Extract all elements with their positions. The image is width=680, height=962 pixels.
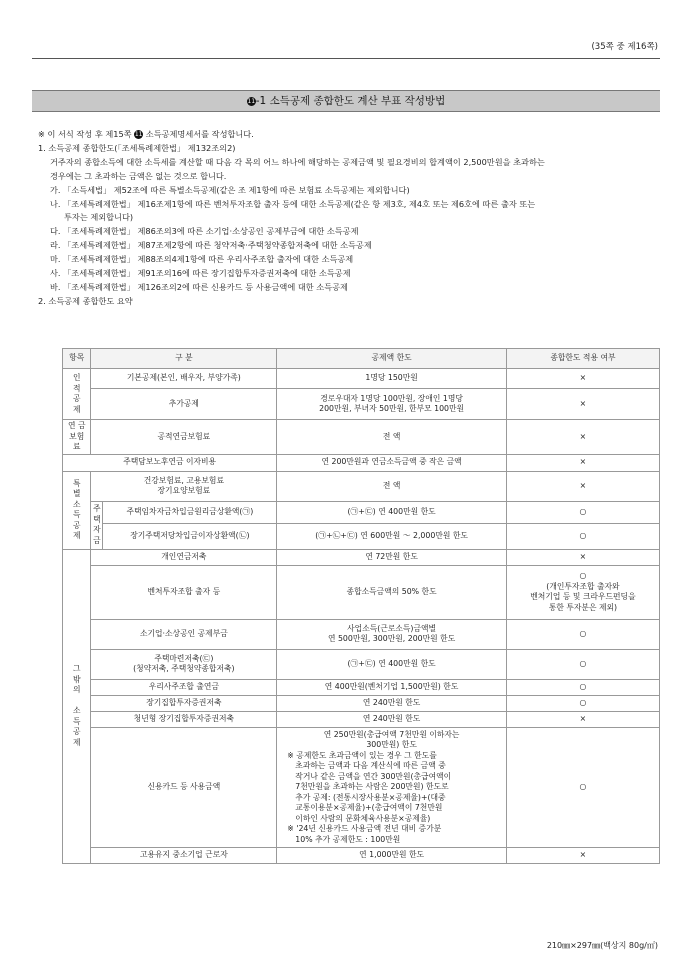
apply-mark: ○ — [506, 695, 659, 711]
header-item: 항목 — [63, 349, 91, 369]
table-row — [63, 649, 660, 679]
apply-mark: ○ — [506, 523, 659, 549]
table-row — [63, 369, 660, 389]
apply-note-line: (개인투자조합 출자와 — [546, 581, 620, 591]
sub-item-ma: 마. 「조세특례제한법」 제88조의4제1항에 따른 우리사주조합 출자에 대한 소득공제 — [50, 254, 354, 265]
sub-item-ba: 바. 「조세특례제한법」 제126조의2에 따른 신용카드 등 사용금액에 대한 소득공제 — [50, 281, 348, 292]
row-limit — [277, 619, 507, 649]
top-rule — [32, 58, 660, 59]
table-header-row — [63, 349, 660, 369]
sub-item-ga: 가. 「소득세법」 제52조에 따른 특별소득공제(같은 조 제1항에 따른 보험료 소득공제는 제외합니다) — [50, 184, 410, 195]
number-badge: 11 — [134, 131, 143, 138]
page-indicator: (35쪽 중 제16쪽) — [591, 42, 658, 52]
table-row — [63, 549, 660, 565]
row-limit-line: 이하인 사람의 문화체육사용분×공제율) — [295, 813, 431, 823]
note-suffix: 소득공제명세서를 작성합니다. — [145, 129, 254, 139]
item-1: 1. 소득공제 종합한도(「조세특례제한법」 제132조의2) — [38, 142, 236, 153]
row-limit: 연 240만원 한도 — [277, 695, 507, 711]
note-prefix: ※ 이 서식 작성 후 제15쪽 — [38, 129, 132, 139]
apply-mark: ○ — [506, 501, 659, 523]
row-name-line: 건강보험료, 고용보험료 — [143, 475, 224, 485]
row-limit: (㉠+㉢) 연 400만원 한도 — [277, 501, 507, 523]
row-limit: (㉠+㉢) 연 400만원 한도 — [277, 649, 507, 679]
summary-table — [62, 348, 660, 864]
row-limit-line: 사업소득(근로소득)금액별 — [347, 623, 437, 633]
apply-mark: × — [506, 471, 659, 501]
table-row — [63, 420, 660, 455]
row-name: 공적연금보험료 — [91, 420, 277, 455]
item-1-desc-line1: 거주자의 종합소득에 대한 소득세를 계산할 때 다음 각 목의 어느 하나에 해당하는 공제금액 및 필요경비의 합계액이 2,500만원을 초과하는 — [50, 156, 545, 167]
row-name: 주택담보노후연금 이자비용 — [63, 454, 277, 471]
row-limit: (㉠+㉡+㉢) 연 600만원 ～ 2,000만원 한도 — [277, 523, 507, 549]
row-limit — [277, 389, 507, 420]
table-row — [63, 501, 660, 523]
row-limit: 종합소득금액의 50% 한도 — [277, 565, 507, 619]
row-limit — [277, 727, 507, 848]
group-pension: 연 금 보험료 — [63, 420, 91, 455]
apply-cell — [506, 565, 659, 619]
sub-item-ra: 라. 「조세특례제한법」 제87조제2항에 따른 청약저축·주택청약종합저축에 대한 소득공제 — [50, 240, 372, 251]
sub-item-na-line1: 나. 「조세특례제한법」 제16조제1항에 따른 벤처투자조합 출자 등에 대한 소득공제(같은 항 제3호, 제4호 또는 제6호에 따른 출자 또는 — [50, 198, 536, 209]
row-name: 주택임차자금차입금원리금상환액(㉠) — [103, 501, 277, 523]
intro-note — [38, 128, 660, 142]
section-title — [32, 90, 660, 112]
apply-mark: × — [506, 454, 659, 471]
apply-mark: × — [506, 549, 659, 565]
table-row — [63, 454, 660, 471]
row-name: 장기주택저당차입금이자상환액(㉡) — [103, 523, 277, 549]
row-name: 벤처투자조합 출자 등 — [91, 565, 277, 619]
row-limit-line: 연 500만원, 300만원, 200만원 한도 — [327, 634, 456, 643]
row-name: 개인연금저축 — [91, 549, 277, 565]
apply-mark: × — [506, 389, 659, 420]
header-apply: 종합한도 적용 여부 — [506, 349, 659, 369]
group-housing: 주 택 자 금 — [91, 501, 103, 549]
row-limit-line: 200만원, 부녀자 50만원, 한부모 100만원 — [319, 404, 465, 413]
row-name — [91, 471, 277, 501]
table-row — [63, 471, 660, 501]
header-category: 구 분 — [91, 349, 277, 369]
row-name: 청년형 장기집합투자증권저축 — [91, 711, 277, 727]
table-row — [63, 523, 660, 549]
row-name-line: (청약저축, 주택청약종합저축) — [133, 664, 235, 673]
number-badge: 11 — [247, 97, 256, 105]
row-name: 기본공제(본인, 배우자, 부양가족) — [91, 369, 277, 389]
row-limit-line: 300만원) 한도 — [366, 740, 417, 749]
row-limit-line: 작거나 같은 금액을 연간 300만원(총급여액이 — [295, 771, 452, 781]
row-limit: 연 400만원(벤처기업 1,500만원) 한도 — [277, 679, 507, 695]
row-limit-line: 경로우대자 1명당 100만원, 장애인 1명당 — [320, 393, 463, 403]
apply-note-line: 통한 투자분은 제외) — [548, 602, 618, 612]
item-1-desc-line2: 경우에는 그 초과하는 금액은 없는 것으로 합니다. — [50, 170, 227, 181]
apply-mark: ○ — [506, 727, 659, 848]
table-row — [63, 695, 660, 711]
row-limit-line: 교통이용분×공제율)+(총급여액이 7천만원 — [295, 803, 443, 812]
group-other: 그 밖 의 소 득 공 제 — [63, 549, 91, 864]
row-name: 장기집합투자증권저축 — [91, 695, 277, 711]
row-limit: 연 1,000만원 한도 — [277, 848, 507, 864]
row-limit: 연 200만원과 연금소득금액 중 작은 금액 — [277, 454, 507, 471]
table-row — [63, 848, 660, 864]
apply-mark: ○ — [579, 571, 587, 580]
item-2: 2. 소득공제 종합한도 요약 — [38, 295, 133, 306]
row-limit: 연 240만원 한도 — [277, 711, 507, 727]
row-name-line: 주택마련저축(㉢) — [154, 653, 214, 663]
instructions — [38, 128, 660, 309]
paper-spec: 210㎜×297㎜(백상지 80g/㎡) — [546, 941, 658, 950]
row-limit: 전 액 — [277, 420, 507, 455]
apply-mark: × — [506, 848, 659, 864]
table-row — [63, 711, 660, 727]
row-limit-line: ※ '24년 신용카드 사용금액 전년 대비 증가분 — [287, 824, 442, 833]
row-limit: 1명당 150만원 — [277, 369, 507, 389]
group-special: 특 별 소 득 공 제 — [63, 471, 91, 549]
row-limit-line: 10% 추가 공제한도 : 100만원 — [295, 834, 401, 844]
sub-item-na-line2: 투자는 제외합니다) — [64, 212, 134, 223]
row-limit-line: 추가 공제: (전통시장사용분×공제율)+(대중 — [295, 792, 446, 802]
apply-note-line: 벤처기업 등 및 크라우드펀딩을 — [530, 592, 636, 601]
row-limit-line: 초과하는 금액과 다음 계산식에 따른 금액 중 — [295, 761, 446, 770]
sub-item-da: 다. 「조세특례제한법」 제86조의3에 따른 소기업·소상공인 공제부금에 대한 소득공제 — [50, 226, 359, 237]
row-name: 추가공제 — [91, 389, 277, 420]
group-personal: 인 적 공 제 — [63, 369, 91, 420]
row-limit-line: 7천만원을 초과하는 사람은 200만원) 한도로 — [295, 782, 449, 791]
row-limit: 연 72만원 한도 — [277, 549, 507, 565]
sub-item-sa: 사. 「조세특례제한법」 제91조의16에 따른 장기집합투자증권저축에 대한 소득공제 — [50, 268, 351, 279]
row-name — [91, 649, 277, 679]
table-row — [63, 619, 660, 649]
row-name: 소기업·소상공인 공제부금 — [91, 619, 277, 649]
apply-mark: × — [506, 369, 659, 389]
table-row — [63, 727, 660, 848]
apply-mark: ○ — [506, 679, 659, 695]
row-limit: 전 액 — [277, 471, 507, 501]
apply-mark: × — [506, 711, 659, 727]
row-name: 고용유지 중소기업 근로자 — [91, 848, 277, 864]
row-limit-line: ※ 공제한도 초과금액이 있는 경우 그 한도를 — [287, 750, 437, 760]
row-name-line: 장기요양보험료 — [157, 486, 211, 495]
row-limit-line: 연 250만원(총급여액 7천만원 이하자는 — [323, 729, 460, 739]
apply-mark: ○ — [506, 649, 659, 679]
apply-mark: × — [506, 420, 659, 455]
table-row — [63, 679, 660, 695]
table-row — [63, 389, 660, 420]
header-limit: 공제액 한도 — [277, 349, 507, 369]
row-name: 우리사주조합 출연금 — [91, 679, 277, 695]
apply-mark: ○ — [506, 619, 659, 649]
table-row — [63, 565, 660, 619]
section-title-text: -1 소득공제 종합한도 계산 부표 작성방법 — [255, 95, 446, 107]
row-name: 신용카드 등 사용금액 — [91, 727, 277, 848]
